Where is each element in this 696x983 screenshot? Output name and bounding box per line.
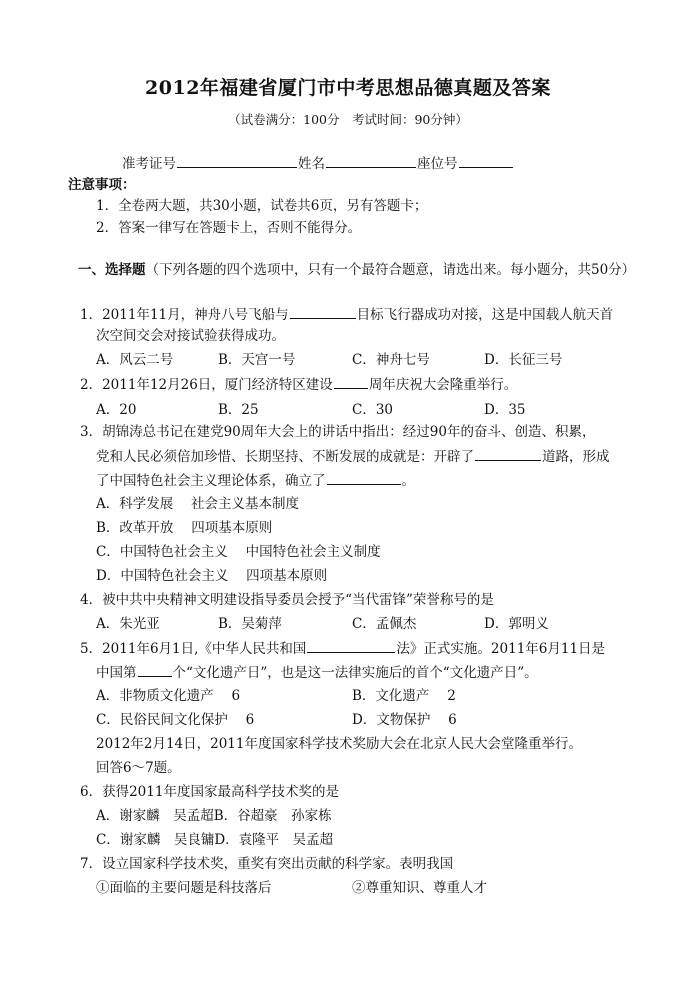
q1-option-b: B．天宫一号 — [218, 352, 296, 368]
name-blank[interactable] — [326, 153, 416, 168]
q5-option-b: B．文化遗产 2 — [352, 688, 456, 704]
q5-text-a2: 法》正式实施。2011年6月11日是 — [396, 641, 606, 657]
q3-blank-1 — [475, 446, 541, 461]
q5-blank-1 — [307, 638, 395, 653]
q5-text-b2: 个“文化遗产日”，也是这一法律实施后的首个“文化遗产日”。 — [172, 665, 538, 681]
question-4-stem: 4．被中共中央精神文明建设指导委员会授予“当代雷锋”荣誉称号的是 — [80, 592, 494, 608]
name-label: 姓名 — [298, 156, 325, 172]
q3-text-b2: 道路，形成 — [542, 449, 610, 465]
q5-text-b1: 中国第 — [96, 665, 137, 681]
q2-option-c: C．30 — [352, 402, 394, 418]
q2-text-b: 周年庆祝大会隆重举行。 — [368, 377, 518, 393]
q3-text-c2: 。 — [401, 473, 415, 489]
section-heading — [78, 260, 635, 280]
q1-option-c: C．神舟七号 — [352, 352, 430, 368]
question-3-stem: 3．胡锦涛总书记在建党90周年大会上的讲话中指出：经过90年的奋斗、创造、积累， — [80, 424, 596, 440]
q1-blank — [290, 304, 356, 319]
q7-item-1: ①面临的主要问题是科技落后 — [96, 880, 272, 896]
q4-option-b: B．吴菊萍 — [218, 616, 282, 632]
q4-option-d: D．郭明义 — [484, 616, 549, 632]
q2-option-d: D．35 — [484, 402, 526, 418]
page-title: 2012年福建省厦门市中考思想品德真题及答案 — [145, 77, 551, 99]
q5-option-a: A．非物质文化遗产 6 — [96, 688, 241, 704]
seat-number-blank[interactable] — [459, 153, 513, 168]
q3-text-c1: 了中国特色社会主义理论体系，确立了 — [96, 473, 326, 489]
note-item: 1．全卷两大题，共30小题，试卷共6页，另有答题卡； — [96, 198, 428, 214]
intro-q6-7: 2012年2月14日，2011年度国家科学技术奖励大会在北京人民大会堂隆重举行。 — [96, 736, 582, 752]
question-7-stem: 7．设立国家科学技术奖，重奖有突出贡献的科学家。表明我国 — [80, 856, 454, 872]
q6-options-ab: A．谢家麟 吴孟超B．谷超豪 孙家栋 — [96, 808, 332, 824]
q3-option-c: C．中国特色社会主义 中国特色社会主义制度 — [96, 544, 381, 560]
q2-option-a: A．20 — [96, 402, 137, 418]
question-3-stem-cont — [96, 446, 610, 467]
q5-option-c: C．民俗民间文化保护 6 — [96, 712, 255, 728]
q5-text-a1: 5．2011年6月1日,《中华人民共和国 — [80, 641, 307, 657]
question-3-stem-cont2 — [96, 470, 415, 491]
exam-subtitle: （试卷满分：100分 考试时间：90分钟） — [228, 112, 468, 127]
q2-option-b: B．25 — [218, 402, 259, 418]
intro-q6-7-cont: 回答6～7题。 — [96, 760, 181, 776]
exam-number-blank[interactable] — [177, 153, 297, 168]
q2-text-a: 2．2011年12月26日，厦门经济特区建设 — [80, 377, 333, 393]
q1-option-a: A．风云二号 — [96, 352, 174, 368]
q1-text-b: 目标飞行器成功对接，这是中国载人航天首 — [356, 307, 614, 323]
q3-text-b1: 党和人民必须倍加珍惜、长期坚持、不断发展的成就是：开辟了 — [96, 449, 474, 465]
q5-blank-2 — [138, 662, 172, 677]
section-description: （下列各题的四个选项中，只有一个最符合题意，请选出来。每小题分，共50分） — [145, 262, 636, 278]
q3-option-a: A．科学发展 社会主义基本制度 — [96, 496, 300, 512]
q3-option-d: D．中国特色社会主义 四项基本原则 — [96, 568, 328, 584]
q1-option-d: D．长征三号 — [484, 352, 563, 368]
question-1-stem-cont: 次空间交会对接试验获得成功。 — [96, 328, 285, 344]
note-item: 2．答案一律写在答题卡上，否则不能得分。 — [96, 220, 362, 236]
question-1-stem — [80, 304, 613, 325]
q7-item-2: ②尊重知识、尊重人才 — [352, 880, 487, 896]
q1-text-a: 1．2011年11月，神舟八号飞船与 — [80, 307, 289, 323]
q5-option-d: D．文物保护 6 — [352, 712, 457, 728]
question-6-stem: 6．获得2011年度国家最高科学技术奖的是 — [80, 784, 339, 800]
seat-number-label: 座位号 — [417, 156, 458, 172]
notes-heading: 注意事项： — [68, 177, 136, 193]
q3-blank-2 — [327, 470, 401, 485]
section-label: 一、选择题 — [78, 262, 146, 278]
question-5-stem-cont — [96, 662, 538, 683]
q3-option-b: B．改革开放 四项基本原则 — [96, 520, 273, 536]
candidate-info-row — [122, 153, 514, 174]
q2-blank — [334, 374, 368, 389]
q6-options-cd: C．谢家麟 吴良镛D．袁隆平 吴孟超 — [96, 832, 334, 848]
exam-number-label: 准考证号 — [122, 156, 176, 172]
question-2-stem — [80, 374, 517, 395]
q4-option-c: C．孟佩杰 — [352, 616, 417, 632]
question-5-stem — [80, 638, 605, 659]
q4-option-a: A．朱光亚 — [96, 616, 160, 632]
